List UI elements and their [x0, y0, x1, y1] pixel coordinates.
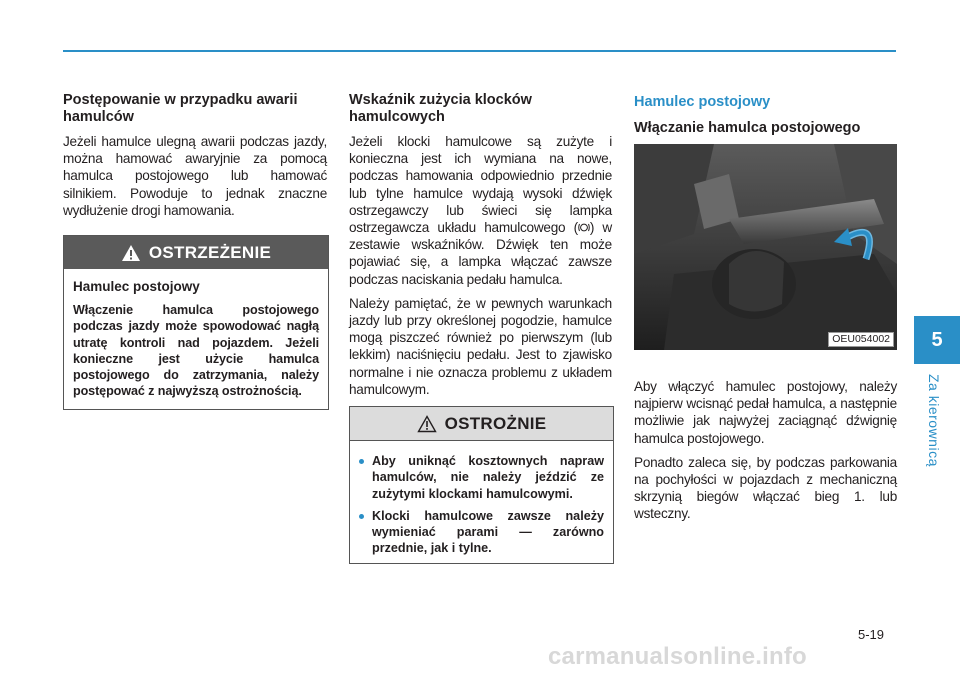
chapter-title: Za kierownicą	[926, 374, 942, 467]
paragraph-pad-wear-1	[349, 133, 612, 288]
page-number: 5-19	[858, 627, 885, 642]
caution-item	[359, 508, 604, 557]
bullet-icon	[359, 514, 364, 519]
parking-brake-photo	[634, 144, 897, 350]
section-title: Hamulec postojowy	[634, 94, 771, 110]
chapter-tab: 5	[914, 316, 960, 364]
column-parking-brake	[634, 94, 897, 144]
warning-box	[63, 235, 329, 410]
brake-warning-icon	[578, 222, 590, 233]
warning-title: Hamulec postojowy	[73, 279, 200, 294]
watermark: carmanualsonline.info	[548, 643, 807, 670]
paragraph-brake-failure: Jeżeli hamulce ulegną awarii podczas jazdy, można hamować awaryjnie za pomocą hamulca postojowego lub hamować silnikiem. Powoduje to jednak znaczne wydłużenie drogi hamowania.	[63, 134, 327, 218]
caution-item-text: Aby uniknąć kosztownych napraw hamulców, nie należy jeździć ze zużytymi klockami hamulcowymi.	[372, 454, 604, 501]
caution-box	[349, 406, 614, 564]
column-parking-brake-text	[634, 378, 897, 530]
warning-header-label: OSTRZEŻENIE	[148, 242, 272, 262]
heading-pad-wear: Wskaźnik zużycia klocków hamulcowych	[349, 92, 532, 125]
column-brake-failure	[63, 92, 327, 226]
paragraph-parking-brake-2: Ponadto zaleca się, by podczas parkowania na pochyłości w pojazdach z mechaniczną skrzynią biegów włączać bieg 1. lub wsteczny.	[634, 454, 897, 522]
warning-triangle-icon	[417, 415, 437, 433]
warning-triangle-icon	[121, 244, 141, 262]
heading-engage-parking-brake: Włączanie hamulca postojowego	[634, 120, 861, 136]
caution-item	[359, 453, 604, 502]
paragraph-pad-wear-2: Należy pamiętać, że w pewnych warunkach jazdy lub przy określonej pogodzie, hamulce mogą piszczeć również po pierwszym (lub lekkim) naciśnięciu pedału. Jest to zjawisko normalne i nie oznacza problemu z układem hamulcowym.	[349, 295, 612, 397]
caution-header-label: OSTROŻNIE	[444, 413, 547, 433]
image-label: OEU054002	[828, 332, 894, 347]
top-rule	[63, 50, 896, 52]
caution-item-text: Klocki hamulcowe zawsze należy wymieniać parami — zarówno przednie, jak i tylne.	[372, 508, 604, 556]
paragraph-parking-brake-1: Aby włączyć hamulec postojowy, należy najpierw wcisnąć pedał hamulca, a następnie możliwie jak najwyżej zaciągnąć dźwignię hamulca postojowego.	[634, 379, 897, 446]
paragraph-pad-wear-1-part-a: Jeżeli klocki hamulcowe są zużyte i konieczna jest ich wymiana na nowe, podczas hamowania odpowiednio przednie lub tylne hamulce wydają wysoki dźwięk ostrzegawczy lub świeci się lampka ostrzegawcza układu hamulcowego (	[349, 134, 612, 236]
paragraph-pad-wear-1-part-b: ) w zestawie wskaźników. Dźwięk ten może pojawiać się, a lampka włączać zawsze podczas naciskania pedału hamulca.	[349, 220, 613, 287]
bullet-icon	[359, 459, 364, 464]
caution-list	[359, 453, 604, 557]
caution-header	[350, 407, 613, 441]
heading-brake-failure: Postępowanie w przypadku awarii hamulców	[63, 92, 298, 125]
warning-header	[64, 236, 328, 269]
parking-brake-illustration	[634, 144, 897, 350]
column-pad-wear	[349, 92, 612, 405]
warning-text: Włączenie hamulca postojowego podczas jazdy może spowodować nagłą utratę kontroli nad pojazdem. Jeżeli konieczne jest użycie hamulca postojowego do zatrzymania, należy postępować z najwyższą ostrożnością.	[73, 303, 319, 399]
